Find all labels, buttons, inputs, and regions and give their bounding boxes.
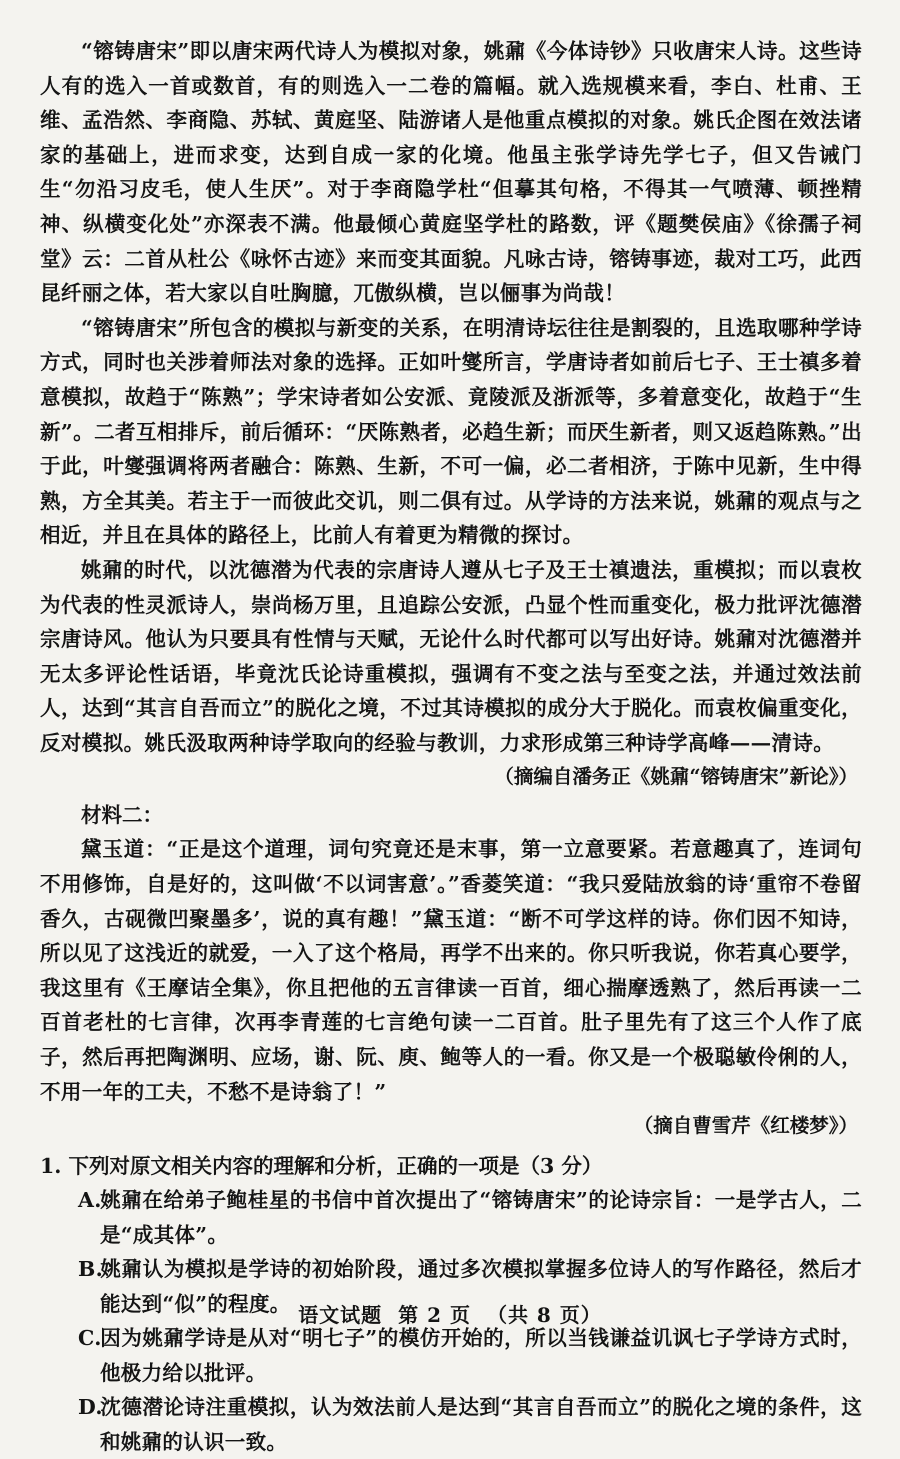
option-text: 因为姚鼐学诗是从对“明七子”的模仿开始的，所以当钱谦益讥讽七子学诗方式时，他极力给以批评。 xyxy=(100,1326,862,1385)
option-d xyxy=(40,1390,862,1459)
question-1-stem: 1. 下列对原文相关内容的理解和分析，正确的一项是（3 分） xyxy=(40,1154,603,1179)
option-letter: A. xyxy=(78,1188,102,1213)
material2-heading: 材料二： xyxy=(81,803,163,828)
material1-source: （摘编自潘务正《姚鼐“镕铸唐宋”新论》） xyxy=(494,765,858,789)
option-a xyxy=(40,1183,862,1252)
footer-subject: 语文试题 xyxy=(298,1303,383,1327)
material1-paragraph-2: “镕铸唐宋”所包含的模拟与新变的关系，在明清诗坛往往是割裂的，且选取哪种学诗方式，同时也关涉着师法对象的选择。正如叶燮所言，学唐诗者如前后七子、王士禛多着意模拟，故趋于“陈熟”；学宋诗者如公安派、竟陵派及浙派等，多着意变化，故趋于“生新”。二者互相排斥，前后循环：“厌陈熟者，必趋生新；而厌生新者，则又返趋陈熟。”出于此，叶燮强调将两者融合：陈熟、生新，不可一偏，必二者相济，于陈中见新，生中得熟，方全其美。若主于一而彼此交讥，则二俱有过。从学诗的方法来说，姚鼐的观点与之相近，并且在具体的路径上，比前人有着更为精微的探讨。 xyxy=(40,315,862,548)
material2-paragraph: 黛玉道：“正是这个道理，词句究竟还是末事，第一立意要紧。若意趣真了，连词句不用修饰，自是好的，这叫做‘不以词害意’。”香菱笑道：“我只爱陆放翁的诗‘重帘不卷留香久，古砚微凹聚墨多’，说的真有趣！”黛玉道：“断不可学这样的诗。你们因不知诗，所以见了这浅近的就爱，一入了这个格局，再学不出来的。你只听我说，你若真心要学，我这里有《王摩诘全集》，你且把他的五言律读一百首，细心揣摩透熟了，然后再读一二百首老杜的七言律，次再李青莲的七言绝句读一二百首。肚子里先有了这三个人作了底子，然后再把陶渊明、应场，谢、阮、庾、鲍等人的一看。你又是一个极聪敏伶俐的人，不用一年的工夫，不愁不是诗翁了！” xyxy=(40,837,862,1104)
option-c xyxy=(40,1321,862,1390)
option-letter: C. xyxy=(78,1326,102,1351)
option-letter: B. xyxy=(78,1257,104,1282)
material2-source: （摘自曹雪芹《红楼梦》） xyxy=(633,1114,858,1138)
page-footer xyxy=(0,1299,900,1328)
option-text: 沈德潜论诗注重模拟，认为效法前人是达到“其言自吾而立”的脱化之境的条件，这和姚鼐的认识一致。 xyxy=(100,1395,862,1454)
option-text: 姚鼐在给弟子鲍桂星的书信中首次提出了“镕铸唐宋”的论诗宗旨：一是学古人，二是“成其体”。 xyxy=(100,1188,862,1247)
footer-total-pages: （共 8 页） xyxy=(486,1303,602,1327)
option-text: 姚鼐认为模拟是学诗的初始阶段，通过多次模拟掌握多位诗人的写作路径，然后才能达到“似”的程度。 xyxy=(100,1257,862,1316)
material1-paragraph-1: “镕铸唐宋”即以唐宋两代诗人为模拟对象，姚鼐《今体诗钞》只收唐宋人诗。这些诗人有的选入一首或数首，有的则选入一二卷的篇幅。就入选规模来看，李白、杜甫、王维、孟浩然、李商隐、苏轼、黄庭坚、陆游诸人是他重点模拟的对象。姚氏企图在效法诸家的基础上，进而求变，达到自成一家的化境。他虽主张学诗先学七子，但又告诫门生“勿沿习皮毛，使人生厌”。对于李商隐学杜“但摹其句格，不得其一气喷薄、顿挫精神、纵横变化处”亦深表不满。他最倾心黄庭坚学杜的路数，评《题樊侯庙》《徐孺子祠堂》云：二首从杜公《咏怀古迹》来而变其面貌。凡咏古诗，镕铸事迹，裁对工巧，此西昆纤丽之体，若大家以自吐胸臆，兀傲纵横，岂以俪事为尚哉！ xyxy=(40,39,862,306)
footer-page-number: 第 2 页 xyxy=(398,1303,471,1327)
option-letter: D. xyxy=(78,1395,103,1420)
material1-paragraph-3: 姚鼐的时代，以沈德潜为代表的宗唐诗人遵从七子及王士禛遗法，重模拟；而以袁枚为代表的性灵派诗人，崇尚杨万里，且追踪公安派，凸显个性而重变化，极力批评沈德潜宗唐诗风。他认为只要具有性情与天赋，无论什么时代都可以写出好诗。姚鼐对沈德潜并无太多评论性话语，毕竟沈氏论诗重模拟，强调有不变之法与至变之法，并通过效法前人，达到“其言自吾而立”的脱化之境，不过其诗模拟的成分大于脱化。而袁枚偏重变化，反对模拟。姚氏汲取两种诗学取向的经验与教训，力求形成第三种诗学高峰——清诗。 xyxy=(40,557,862,755)
